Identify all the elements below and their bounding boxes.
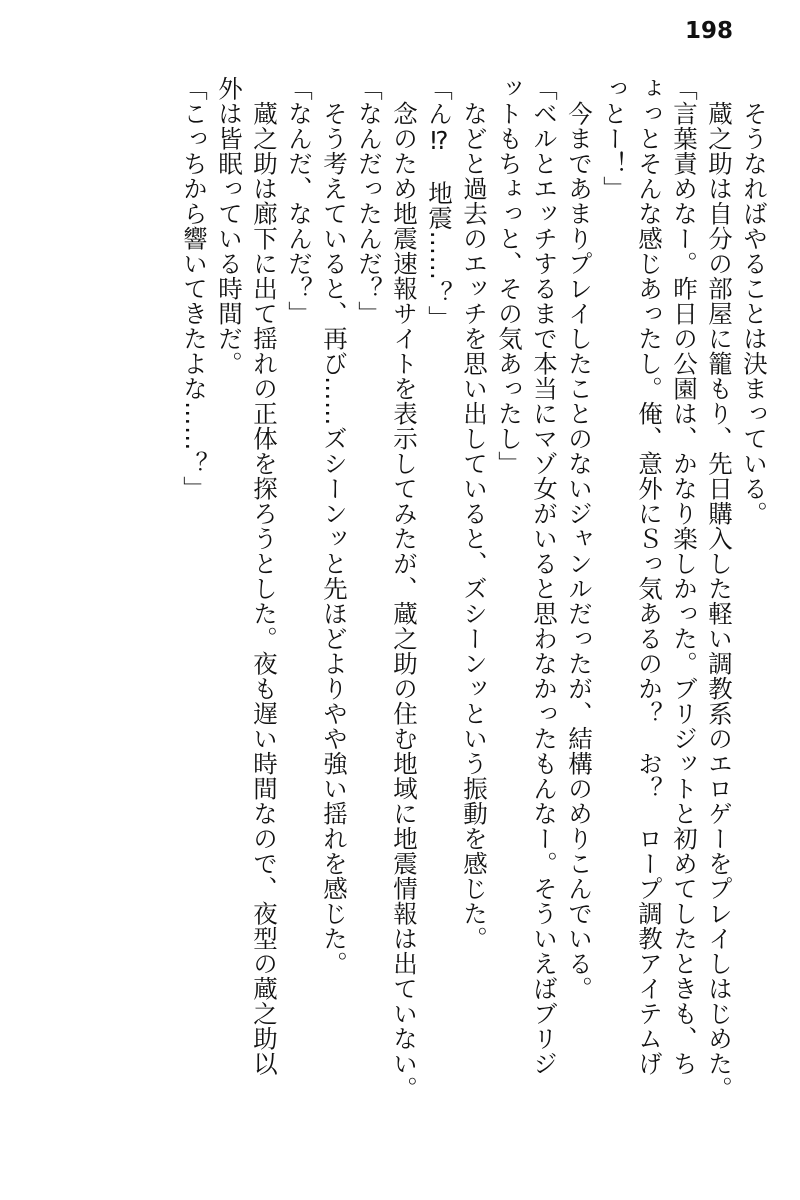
text-line: ットもちょっと、その気あったし」	[495, 76, 524, 476]
text-line: などと過去のエッチを思い出していると、ズシーンッという振動を感じた。	[460, 76, 489, 951]
text-line: ょっとそんな感じあったし。俺、意外にＳっ気あるのか？ お？ ロープ調教アイテムげ	[635, 76, 664, 1076]
text-line: 今まであまりプレイしたことのないジャンルだったが、結構のめりこんでいる。	[565, 76, 594, 1001]
text-line: 蔵之助は自分の部屋に籠もり、先日購入した軽い調教系のエロゲーをプレイしはじめた。	[705, 76, 734, 1101]
text-line: そうなればやることは決まっている。	[740, 76, 769, 526]
text-line: 「ん⁉ 地震……？」	[425, 76, 454, 331]
text-line: そう考えていると、再び……ズシーンッと先ほどよりやや強い揺れを感じた。	[320, 76, 349, 976]
text-line: っとー！」	[600, 76, 629, 201]
page-number: 198	[685, 18, 734, 44]
text-line: 「こっちから響いてきたよな……？」	[180, 76, 209, 501]
text-line: 「なんだ、なんだ？」	[285, 76, 314, 326]
text-line: 「なんだったんだ？」	[355, 76, 384, 326]
text-line: 蔵之助は廊下に出て揺れの正体を探ろうとした。夜も遅い時間なので、夜型の蔵之助以	[250, 76, 279, 1076]
text-line: 外は皆眠っている時間だ。	[215, 76, 244, 376]
text-line: 念のため地震速報サイトを表示してみたが、蔵之助の住む地域に地震情報は出ていない。	[390, 76, 419, 1101]
text-line: 「ベルとエッチするまで本当にマゾ女がいると思わなかったもんなー。そういえばブリジ	[530, 76, 559, 1076]
text-line: 「言葉責めなー。昨日の公園は、かなり楽しかった。ブリジットと初めてしたときも、ち	[670, 76, 699, 1076]
body-text	[177, 76, 772, 1180]
